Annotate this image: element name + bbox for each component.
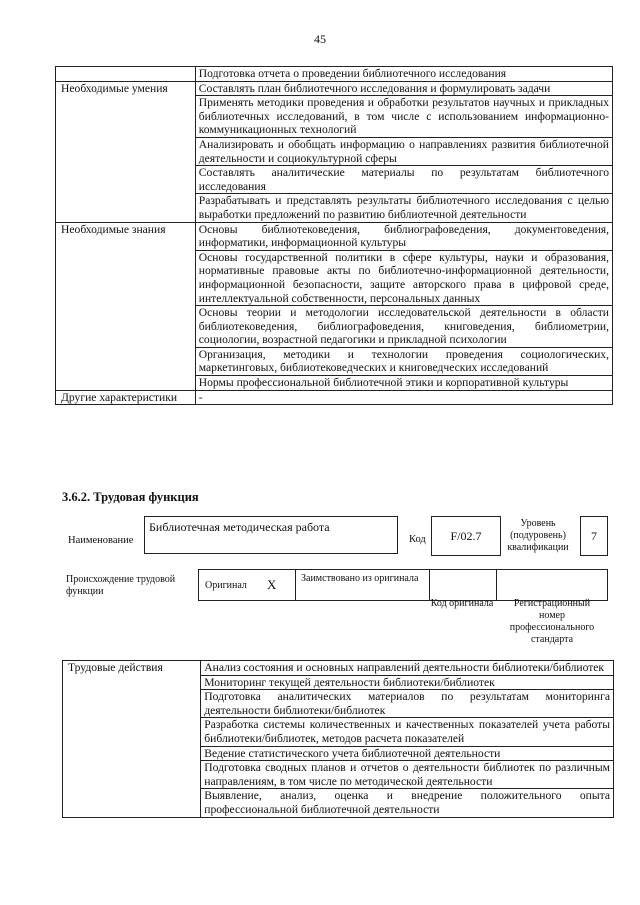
level-value: 7 — [591, 528, 597, 543]
table-cell: Составлять аналитические материалы по результатам библиотечного исследования — [195, 166, 612, 194]
row-label-knowledge: Необходимые знания — [56, 222, 196, 390]
original-mark: X — [267, 577, 277, 592]
table-cell: Выявление, анализ, оценка и внедрение положительного опыта профессиональной библиотечной деятельности — [201, 789, 614, 817]
borrowed-label: Заимствовано из оригинала — [301, 573, 419, 584]
table-cell: Составлять план библиотечного исследования и формулировать задачи — [195, 81, 612, 96]
table-row — [56, 222, 613, 250]
table-cell: Основы библиотековедения, библиографоведения, документоведения, информатики, информационной культуры — [195, 222, 612, 250]
function-name-box — [144, 516, 398, 554]
origin-label: Происхождение трудовой функции — [66, 574, 176, 597]
table-cell: Организация, методики и технологии проведения социологических, маркетинговых, библиотековедческих и книговедческих исследований — [195, 347, 612, 375]
table-cell: Нормы профессиональной библиотечной этики и корпоративной культуры — [195, 376, 612, 391]
table-cell: Анализировать и обобщать информацию о направлениях развития библиотечной деятельности и социокультурной сферы — [195, 137, 612, 165]
reg-number-caption: Регистрационный номер профессионального стандарта — [509, 598, 595, 645]
level-label: Уровень (подуровень) квалификации — [507, 518, 569, 553]
table-cell: Ведение статистического учета библиотечной деятельности — [201, 746, 614, 761]
borrowed-box — [295, 569, 430, 601]
table-cell: Применять методики проведения и обработки результатов научных и прикладных библиотечных исследований, в том числе с использованием информационно-коммуникационных технологий — [195, 96, 612, 138]
table-row — [63, 661, 614, 676]
reg-number-box — [496, 569, 608, 601]
requirements-table — [55, 66, 613, 405]
table-row — [56, 67, 613, 82]
table-cell: Мониторинг текущей деятельности библиотеки/библиотек — [201, 675, 614, 690]
name-label: Наименование — [68, 535, 134, 546]
table-row — [56, 81, 613, 96]
function-name-value: Библиотечная методическая работа — [149, 520, 330, 534]
table-cell: Анализ состояния и основных направлений деятельности библиотеки/библиотек — [201, 661, 614, 676]
section-heading: 3.6.2. Трудовая функция — [62, 490, 199, 504]
row-label-actions: Трудовые действия — [63, 661, 201, 818]
code-label: Код — [409, 534, 426, 545]
table-cell: Основы теории и методологии исследовательской деятельности в области библиотековедения, библиографоведения, книговедения, библиометрии, социологии, возрастной педагогики и прикладной психологии — [195, 306, 612, 348]
page-number: 45 — [314, 32, 326, 46]
table-cell: Основы государственной политики в сфере культуры, науки и образования, нормативные правовые акты по библиотечно-информационной деятельности, информационной безопасности, защите авторского права в цифровой среде, интеллектуальной собственности, персональных данных — [195, 250, 612, 305]
table-cell: Подготовка аналитических материалов по результатам мониторинга деятельности библиотеки/библиотек — [201, 690, 614, 718]
labor-actions-table — [62, 660, 614, 818]
row-label-skills: Необходимые умения — [56, 81, 196, 222]
table-cell: Подготовка отчета о проведении библиотечного исследования — [195, 67, 612, 82]
table-cell: Разрабатывать и представлять результаты библиотечного исследования с целью выработки предложений по развитию библиотечной деятельности — [195, 194, 612, 222]
table-cell: Подготовка сводных планов и отчетов о деятельности библиотек по различным направлениям, в том числе по методической деятельности — [201, 761, 614, 789]
origin-code-caption: Код оригинала — [430, 598, 494, 609]
row-label — [56, 67, 196, 82]
original-box — [198, 569, 296, 601]
code-value: F/02.7 — [450, 528, 482, 543]
code-box — [431, 516, 501, 556]
origin-code-box — [429, 569, 497, 601]
table-row — [56, 390, 613, 405]
level-box — [580, 516, 608, 556]
original-label: Оригинал — [205, 580, 247, 591]
table-cell: - — [195, 390, 612, 405]
table-cell: Разработка системы количественных и качественных показателей учета работы библиотеки/библиотек, методов расчета показателей — [201, 718, 614, 746]
row-label-other: Другие характеристики — [56, 390, 196, 405]
